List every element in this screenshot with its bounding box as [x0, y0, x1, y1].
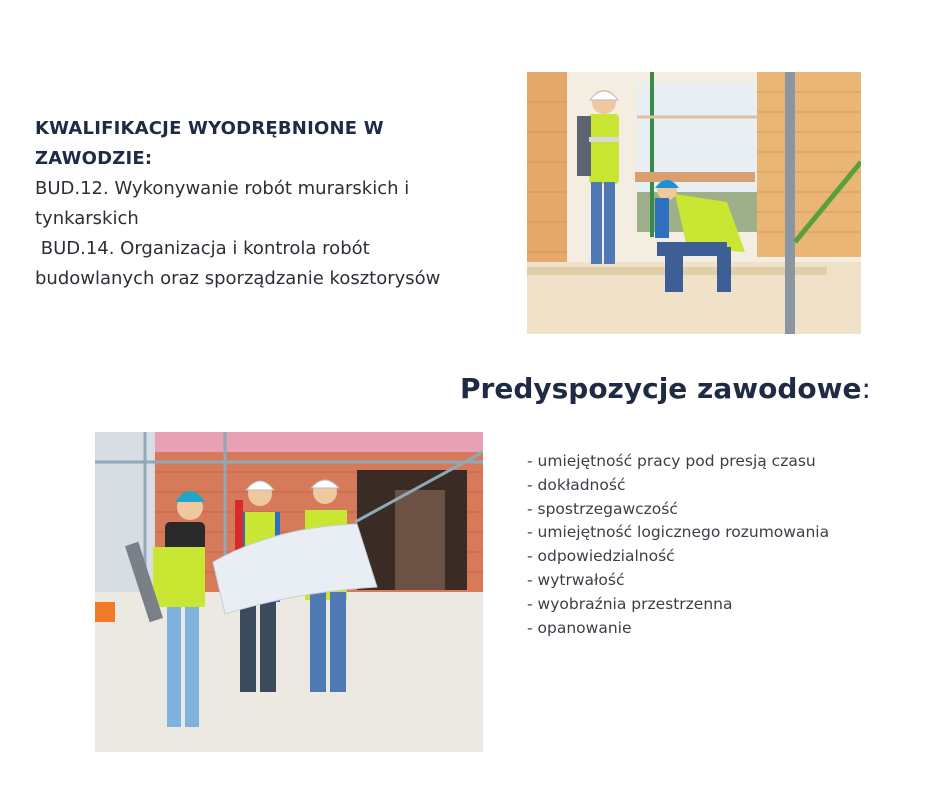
qualifications-block — [35, 114, 525, 294]
predisposition-item: - spostrzegawczość — [527, 499, 678, 518]
predisposition-item: - dokładność — [527, 475, 626, 494]
predispositions-title-colon: : — [861, 372, 871, 405]
qualification-bud12-line2: tynkarskich — [35, 208, 139, 229]
construction-plan-image — [95, 432, 483, 752]
predisposition-item: - opanowanie — [527, 618, 632, 637]
predispositions-list — [527, 450, 927, 640]
predisposition-item: - odpowiedzialność — [527, 547, 675, 566]
predisposition-item: - umiejętność pracy pod presją czasu — [527, 452, 816, 470]
qualifications-heading-line2: ZAWODZIE: — [35, 148, 153, 169]
qualification-bud14-line2: budowlanych oraz sporządzanie kosztorysów — [35, 268, 441, 289]
construction-workers-image — [527, 72, 861, 334]
qualification-bud14-line1: BUD.14. Organizacja i kontrola robót — [35, 238, 370, 259]
workers-measuring-photo — [527, 72, 861, 334]
qualification-bud12-line1: BUD.12. Wykonywanie robót murarskich i — [35, 178, 410, 199]
predisposition-item: - umiejętność logicznego rozumowania — [527, 523, 830, 542]
predisposition-item: - wytrwałość — [527, 570, 625, 589]
predispositions-title — [460, 372, 920, 405]
workers-reading-plan-photo — [95, 432, 483, 752]
predispositions-title-text: Predyspozycje zawodowe — [460, 372, 862, 405]
qualifications-heading-line1: KWALIFIKACJE WYODRĘBNIONE W — [35, 118, 384, 139]
predisposition-item: - wyobraźnia przestrzenna — [527, 594, 733, 613]
